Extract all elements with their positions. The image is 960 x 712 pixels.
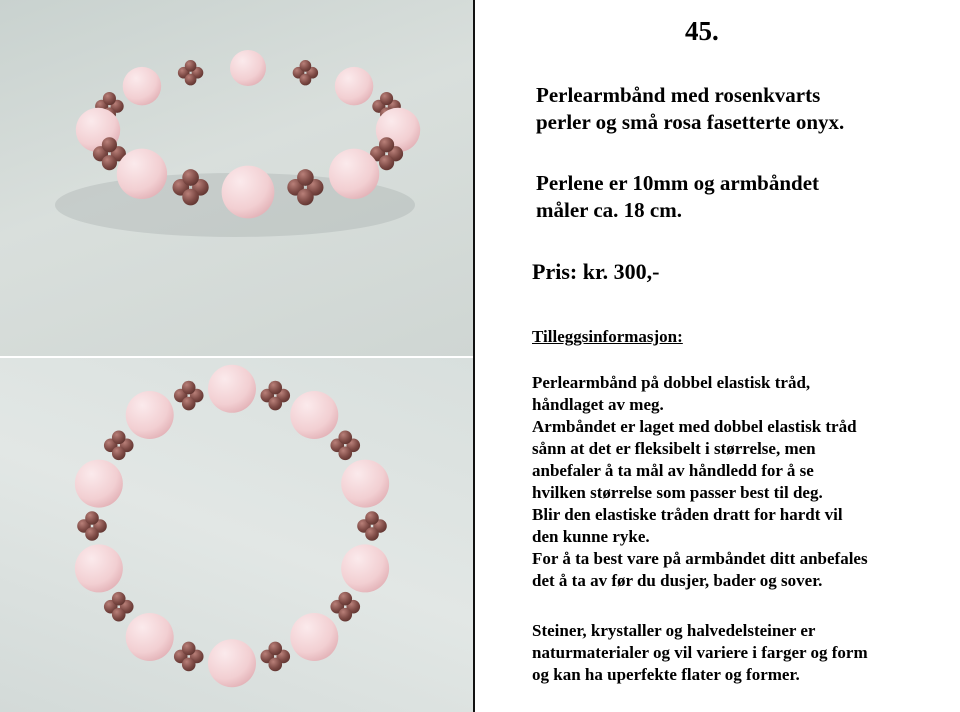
bracelet-photo-side-view <box>0 0 474 356</box>
item-number: 45. <box>685 16 719 46</box>
rose-quartz-bead <box>126 391 174 439</box>
onyx-bead-cluster <box>178 60 203 85</box>
rose-quartz-bead <box>290 613 338 661</box>
photo-border <box>473 0 475 712</box>
note-line: og kan ha uperfekte flater og former. <box>532 665 800 684</box>
rose-quartz-bead <box>126 613 174 661</box>
info-line: anbefaler å ta mål av håndledd for å se <box>532 461 814 480</box>
photo-column <box>0 0 474 712</box>
onyx-bead-cluster <box>260 381 290 411</box>
onyx-bead-cluster <box>77 511 107 541</box>
info-line: Blir den elastiske tråden dratt for hardt vil <box>532 505 843 524</box>
onyx-bead-cluster <box>357 511 387 541</box>
product-price: Pris: kr. 300,- <box>532 259 660 284</box>
info-heading: Tilleggsinformasjon: <box>532 327 683 346</box>
rose-quartz-bead <box>208 639 256 687</box>
dimension-line: Perlene er 10mm og armbåndet <box>536 171 820 195</box>
info-line: sånn at det er fleksibelt i størrelse, men <box>532 439 816 458</box>
rose-quartz-bead <box>341 460 389 508</box>
title-line: Perlearmbånd med rosenkvarts <box>536 83 821 107</box>
rose-quartz-bead <box>341 544 389 592</box>
info-line: For å ta best vare på armbåndet ditt anbefales <box>532 549 868 568</box>
info-line: hvilken størrelse som passer best til deg. <box>532 483 823 502</box>
info-body <box>532 372 952 592</box>
product-dimensions <box>536 170 936 224</box>
bracelet-side-illustration <box>0 0 474 356</box>
info-line: det å ta av før du dusjer, bader og sover. <box>532 571 823 590</box>
bracelet-photo-top-view <box>0 358 474 712</box>
natural-material-note <box>532 620 952 686</box>
rose-quartz-bead <box>329 149 379 199</box>
title-line: perler og små rosa fasetterte onyx. <box>536 110 845 134</box>
info-line: håndlaget av meg. <box>532 395 664 414</box>
note-line: naturmaterialer og vil variere i farger og form <box>532 643 868 662</box>
onyx-bead-cluster <box>104 592 134 622</box>
rose-quartz-bead <box>75 460 123 508</box>
rose-quartz-bead <box>290 391 338 439</box>
onyx-bead-cluster <box>330 431 360 461</box>
rose-quartz-bead <box>123 67 161 105</box>
info-line: Armbåndet er laget med dobbel elastisk tråd <box>532 417 857 436</box>
product-title <box>536 82 936 136</box>
rose-quartz-bead <box>222 166 275 219</box>
info-line: den kunne ryke. <box>532 527 650 546</box>
info-line: Perlearmbånd på dobbel elastisk tråd, <box>532 373 811 392</box>
onyx-bead-cluster <box>260 642 290 672</box>
onyx-bead-cluster <box>330 592 360 622</box>
onyx-bead-cluster <box>104 431 134 461</box>
rose-quartz-bead <box>335 67 373 105</box>
note-line: Steiner, krystaller og halvedelsteiner er <box>532 621 816 640</box>
product-description-panel <box>478 0 956 712</box>
onyx-bead-cluster <box>174 381 204 411</box>
onyx-bead-cluster <box>174 642 204 672</box>
rose-quartz-bead <box>230 50 266 86</box>
rose-quartz-bead <box>75 544 123 592</box>
rose-quartz-bead <box>208 365 256 413</box>
dimension-line: måler ca. 18 cm. <box>536 198 682 222</box>
bracelet-top-illustration <box>0 358 474 712</box>
onyx-bead-cluster <box>293 60 318 85</box>
rose-quartz-bead <box>117 149 167 199</box>
